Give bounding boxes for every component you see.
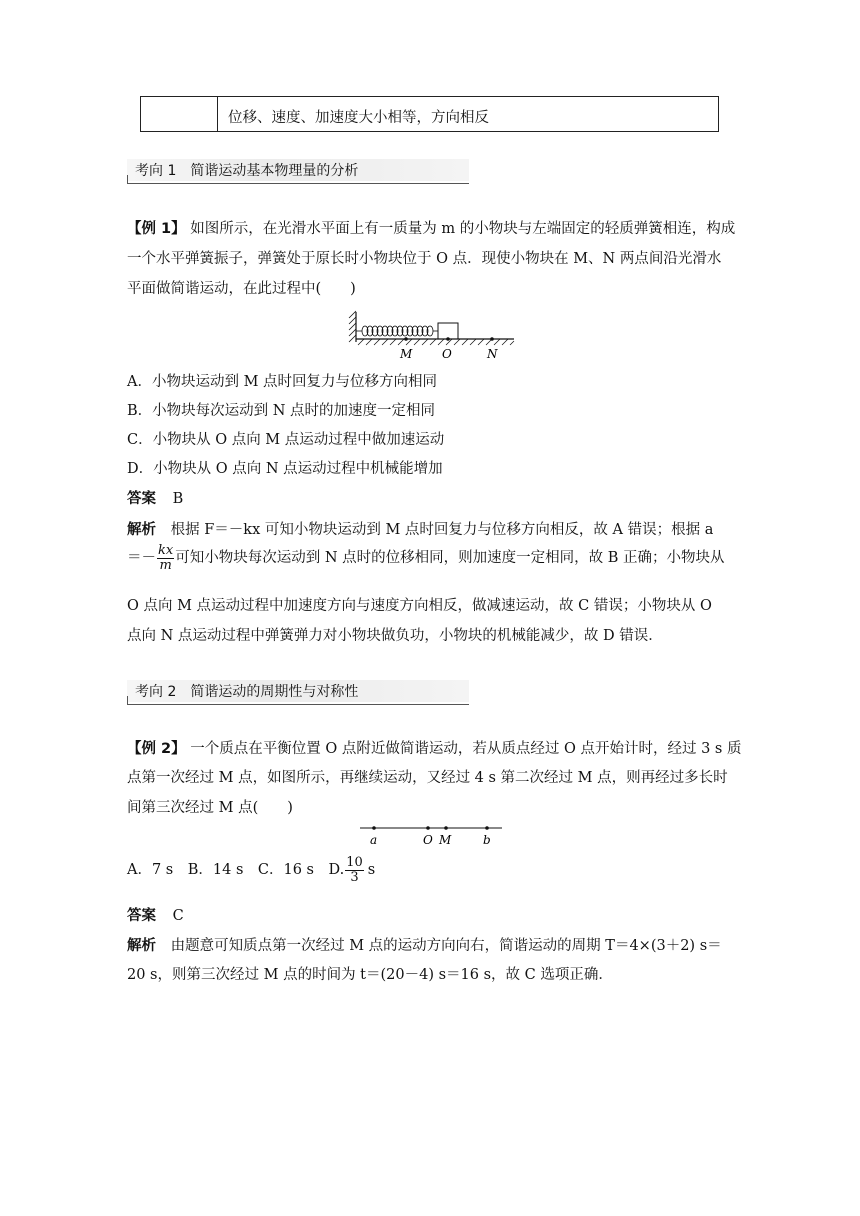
fraction-kx-m: $\frac{kx}{m}$ [158,543,174,573]
label-O: O [442,347,452,361]
example2-line2: 点第一次经过 M 点，如图所示，再继续运动，又经过 4 s 第二次经过 M 点，则再经过多长时 [127,770,728,786]
example-label: 【例 2】 [127,741,186,757]
options-text: A．7 s B．14 s C．16 s D. [127,862,345,879]
option-d-unit: s [367,862,376,879]
axis-line-figure [356,820,506,848]
label-b: b [483,833,491,847]
example1-line1 [127,217,735,238]
label-M: M [400,347,413,361]
answer-label: 答案 [127,908,156,924]
option-a: A．小物块运动到 M 点时回复力与位移方向相同 [127,374,438,390]
analysis-line3: O 点向 M 点运动过程中加速度方向与速度方向相反，做减速运动，故 C 错误；小物块从 O [127,598,712,614]
analysis-line2: 20 s，则第三次经过 M 点的时间为 t＝(20－4) s＝16 s，故 C 选项正确． [127,967,613,983]
analysis-line2 [127,544,725,572]
analysis-label: 解析 [127,522,156,538]
example1-line2: 一个水平弹簧振子，弹簧处于原长时小物块位于 O 点．现使小物块在 M、N 两点间沿光滑水 [127,251,722,267]
section-title: 考向 1 简谐运动基本物理量的分析 [135,163,359,179]
label-N: N [487,347,498,361]
table-divider [217,97,218,131]
table-cell: 位移、速度、加速度大小相等，方向相反 [228,110,489,126]
answer-label: 答案 [127,491,156,507]
section-heading-1 [127,159,469,185]
section-heading-2 [127,680,469,706]
label-a: a [370,833,378,847]
option-d: D．小物块从 O 点向 N 点运动过程中机械能增加 [127,461,443,477]
analysis-line1 [127,934,722,955]
fraction-10-3: $\frac{10}{3}$ [346,855,363,885]
question-text: 一个质点在平衡位置 O 点附近做简谐运动，若从质点经过 O 点开始计时，经过 3 s 质 [190,741,742,757]
answer-line [127,904,184,925]
analysis-line1 [127,518,713,539]
question-text: 如图所示，在光滑水平面上有一质量为 m 的小物块与左端固定的轻质弹簧相连，构成 [190,221,736,237]
example2-line1 [127,737,741,758]
answer-value: C [172,908,184,924]
answer-value: B [172,491,184,507]
options-line [127,856,375,884]
table-row [140,96,719,132]
analysis-label: 解析 [127,938,156,954]
label-M: M [439,833,452,847]
label-O: O [423,833,433,847]
section-title: 考向 2 简谐运动的周期性与对称性 [135,684,359,700]
spring-oscillator-figure [346,308,522,362]
analysis-text: 由题意可知质点第一次经过 M 点的运动方向向右，简谐运动的周期 T＝4×(3＋2) s＝ [170,938,722,954]
example-label: 【例 1】 [127,221,186,237]
example1-line3: 平面做简谐运动，在此过程中( ) [127,281,356,297]
analysis-line4: 点向 N 点运动过程中弹簧弹力对小物块做负功，小物块的机械能减少，故 D 错误． [127,628,663,644]
option-b: B．小物块每次运动到 N 点时的加速度一定相同 [127,403,436,419]
example2-line3: 间第三次经过 M 点( ) [127,800,293,816]
answer-line [127,487,183,508]
analysis-text: 可知小物块每次运动到 N 点时的位移相同，则加速度一定相同，故 B 正确；小物块从 [175,550,725,567]
frac-prefix: ＝－ [127,550,156,567]
option-c: C．小物块从 O 点向 M 点运动过程中做加速运动 [127,432,445,448]
analysis-text: 根据 F＝－kx 可知小物块运动到 M 点时回复力与位移方向相反，故 A 错误；根据 a [170,522,714,538]
